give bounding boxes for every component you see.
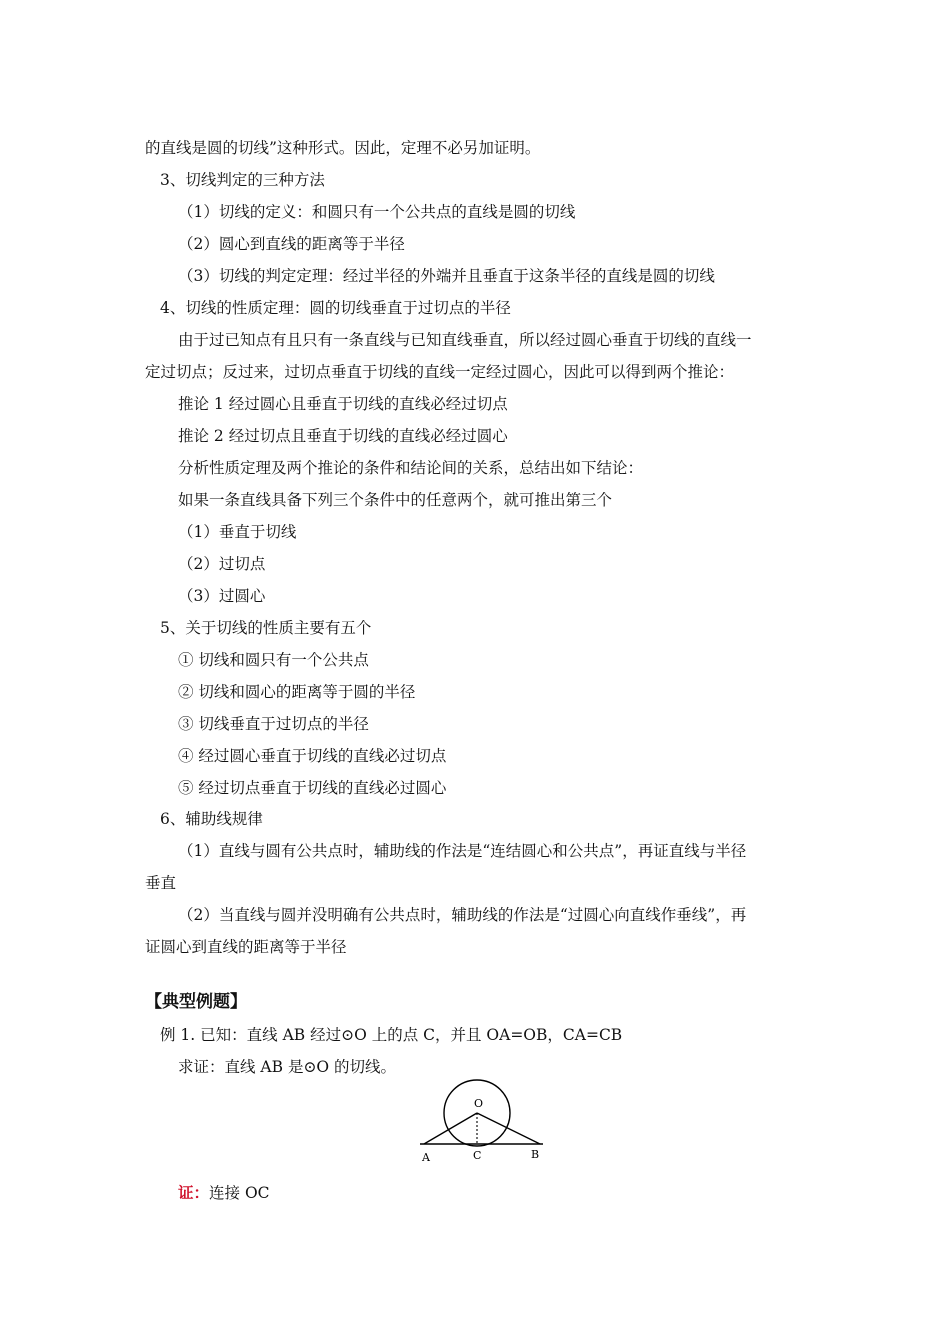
text-line: （2）圆心到直线的距离等于半径 [178,235,405,253]
text-line: 推论 2 经过切点且垂直于切线的直线必经过圆心 [178,427,508,445]
text-line: ③ 切线垂直于过切点的半径 [178,715,369,733]
geometry-figure [410,1075,550,1167]
text-line: 5、关于切线的性质主要有五个 [160,619,372,637]
text-line: 证圆心到直线的距离等于半径 [145,938,347,956]
text-line: 垂直 [145,874,177,892]
text-line: 推论 1 经过圆心且垂直于切线的直线必经过切点 [178,395,508,413]
text-line: （3）过圆心 [178,587,266,605]
proof-label: 证： [178,1183,210,1202]
text-line: 分析性质定理及两个推论的条件和结论间的关系，总结出如下结论： [178,459,644,477]
proof-text: 连接 OC [209,1184,270,1202]
text-line: （1）直线与圆有公共点时，辅助线的作法是“连结圆心和公共点”，再证直线与半径 [178,842,747,860]
section-heading: 【典型例题】 [145,992,247,1012]
text-line: （2）当直线与圆并没明确有公共点时，辅助线的作法是“过圆心向直线作垂线”，再 [178,906,747,924]
segment-ob [477,1113,540,1144]
text-line: 由于过已知点有且只有一条直线与已知直线垂直，所以经过圆心垂直于切线的直线一 [178,331,752,349]
text-line: ② 切线和圆心的距离等于圆的半径 [178,683,416,701]
text-line: （1）垂直于切线 [178,523,297,541]
segment-oa [424,1113,477,1144]
proof-line [178,1183,270,1203]
label-o: O [474,1097,484,1110]
label-b: B [531,1148,540,1161]
example-prove: 求证：直线 AB 是⊙O 的切线。 [178,1058,397,1076]
text-line: 如果一条直线具备下列三个条件中的任意两个，就可推出第三个 [178,491,613,509]
text-line: 6、辅助线规律 [160,810,263,828]
label-a: A [422,1151,430,1164]
text-line: ④ 经过圆心垂直于切线的直线必过切点 [178,747,447,765]
text-line: （3）切线的判定定理：经过半径的外端并且垂直于这条半径的直线是圆的切线 [178,267,715,285]
text-line: 4、切线的性质定理：圆的切线垂直于过切点的半径 [160,299,511,317]
text-line: 定过切点；反过来，过切点垂直于切线的直线一定经过圆心，因此可以得到两个推论： [145,363,735,381]
text-line: 3、切线判定的三种方法 [160,171,325,189]
label-c: C [473,1149,482,1162]
text-line: ① 切线和圆只有一个公共点 [178,651,369,669]
text-line: 的直线是圆的切线”这种形式。因此，定理不必另加证明。 [145,139,541,157]
text-line: ⑤ 经过切点垂直于切线的直线必过圆心 [178,779,447,797]
text-line: （1）切线的定义：和圆只有一个公共点的直线是圆的切线 [178,203,576,221]
text-line: （2）过切点 [178,555,266,573]
example-given: 例 1. 已知：直线 AB 经过⊙O 上的点 C，并且 OA=OB，CA=CB [160,1026,623,1044]
